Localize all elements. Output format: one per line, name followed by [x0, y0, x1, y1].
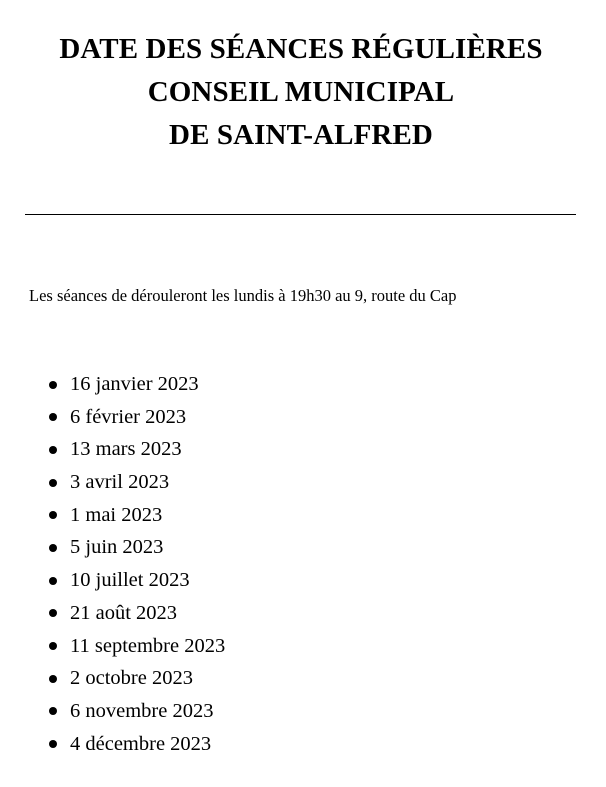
session-date: 4 décembre 2023: [70, 732, 212, 755]
bullet-icon: [49, 740, 57, 748]
bullet-icon: [49, 381, 57, 389]
bullet-icon: [49, 675, 57, 683]
session-date: 6 novembre 2023: [70, 699, 214, 722]
intro-paragraph: Les séances de dérouleront les lundis à 19h30 au 9, route du Cap: [29, 286, 457, 305]
bullet-icon: [49, 413, 57, 421]
title-line: CONSEIL MUNICIPAL: [147, 76, 455, 108]
session-date: 13 mars 2023: [70, 438, 182, 461]
title-line: DE SAINT-ALFRED: [169, 119, 433, 151]
session-date: 1 mai 2023: [70, 503, 163, 526]
session-date: 2 octobre 2023: [70, 667, 193, 690]
bullet-icon: [49, 609, 57, 617]
session-date: 21 août 2023: [70, 601, 178, 624]
bullet-icon: [49, 707, 57, 715]
bullet-icon: [49, 446, 57, 454]
bullet-icon: [49, 544, 57, 552]
session-date: 3 avril 2023: [70, 471, 170, 494]
bullet-icon: [49, 642, 57, 650]
bullet-icon: [49, 479, 57, 487]
bullet-icon: [49, 511, 57, 519]
session-date: 16 janvier 2023: [70, 373, 199, 395]
session-date: 6 février 2023: [70, 405, 187, 428]
session-date: 10 juillet 2023: [70, 569, 190, 592]
session-date: 5 juin 2023: [70, 536, 164, 559]
page-title: [0, 28, 602, 157]
session-date: 11 septembre 2023: [70, 634, 226, 657]
bullet-icon: [49, 577, 57, 585]
title-line: DATE DES SÉANCES RÉGULIÈRES: [59, 33, 543, 65]
horizontal-divider: [25, 214, 576, 215]
